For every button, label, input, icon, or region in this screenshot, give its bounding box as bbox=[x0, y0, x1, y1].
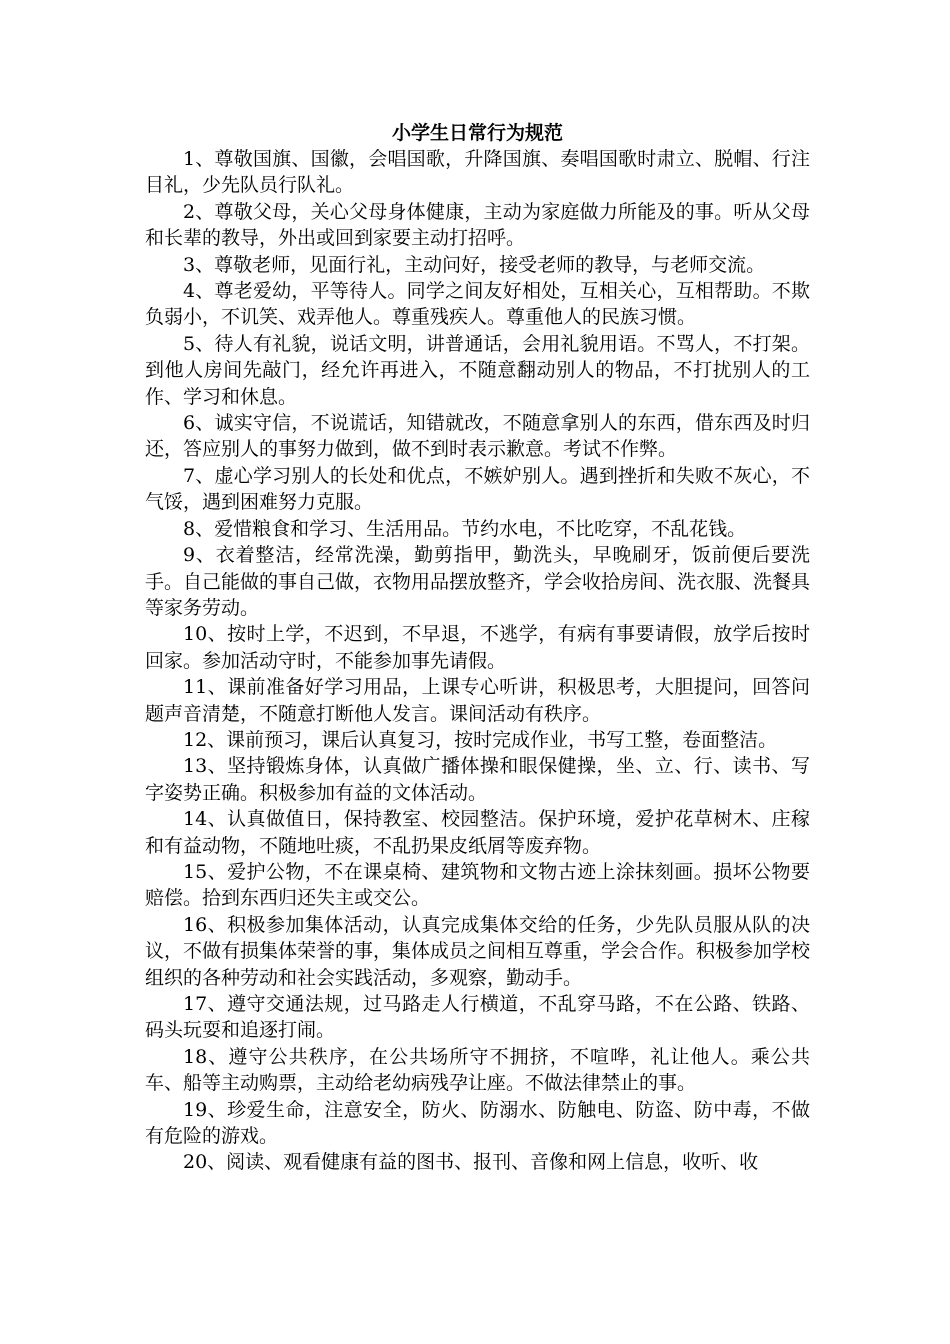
rule-paragraph-8: 8、爱惜粮食和学习、生活用品。节约水电，不比吃穿，不乱花钱。 bbox=[183, 517, 747, 540]
rule-paragraph-18: 18、遵守公共秩序，在公共场所守不拥挤，不喧哗，礼让他人。乘公共车、船等主动购票，主动给老幼病残孕让座。不做法律禁止的事。 bbox=[145, 1045, 810, 1095]
rule-paragraph-11: 11、课前准备好学习用品，上课专心听讲，积极思考，大胆提问，回答问题声音清楚，不随意打断他人发言。课间活动有秩序。 bbox=[145, 676, 810, 725]
rule-paragraph-4: 4、尊老爱幼，平等待人。同学之间友好相处，互相关心，互相帮助。不欺负弱小，不讥笑、戏弄他人。尊重残疾人。尊重他人的民族习惯。 bbox=[145, 280, 810, 329]
rule-paragraph-16: 16、积极参加集体活动，认真完成集体交给的任务，少先队员服从队的决议，不做有损集体荣誉的事，集体成员之间相互尊重，学会合作。积极参加学校组织的各种劳动和社会实践活动，多观察，勤动手。 bbox=[145, 913, 811, 989]
rule-paragraph-10: 10、按时上学，不迟到，不早退，不逃学，有病有事要请假，放学后按时回家。参加活动守时，不能参加事先请假。 bbox=[145, 623, 810, 672]
rule-paragraph-2: 2、尊敬父母，关心父母身体健康，主动为家庭做力所能及的事。听从父母和长辈的教导，外出或回到家要主动打招呼。 bbox=[145, 200, 810, 250]
rule-paragraph-1: 1、尊敬国旗、国徽，会唱国歌，升降国旗、奏唱国歌时肃立、脱帽、行注目礼，少先队员行队礼。 bbox=[145, 148, 810, 197]
rule-paragraph-19: 19、珍爱生命，注意安全，防火、防溺水、防触电、防盗、防中毒，不做有危险的游戏。 bbox=[145, 1098, 810, 1148]
rule-paragraph-20: 20、阅读、观看健康有益的图书、报刊、音像和网上信息，收听、收 bbox=[183, 1151, 759, 1174]
rule-paragraph-17: 17、遵守交通法规，过马路走人行横道，不乱穿马路，不在公路、铁路、码头玩耍和追逐打闹。 bbox=[145, 993, 810, 1042]
rule-paragraph-7: 7、虚心学习别人的长处和优点，不嫉妒别人。遇到挫折和失败不灰心，不气馁，遇到困难努力克服。 bbox=[145, 464, 810, 514]
rule-paragraph-12: 12、课前预习，课后认真复习，按时完成作业，书写工整，卷面整洁。 bbox=[183, 728, 778, 751]
rule-paragraph-15: 15、爱护公物，不在课桌椅、建筑物和文物古迹上涂抹刻画。损坏公物要赔偿。拾到东西归还失主或交公。 bbox=[145, 860, 810, 910]
rule-paragraph-5: 5、待人有礼貌，说话文明，讲普通话，会用礼貌用语。不骂人，不打架。到他人房间先敲门，经允许再进入，不随意翻动别人的物品，不打扰别人的工作、学习和休息。 bbox=[145, 332, 810, 408]
rule-paragraph-9: 9、衣着整洁，经常洗澡，勤剪指甲，勤洗头，早晚刷牙，饭前便后要洗手。自己能做的事自己做，衣物用品摆放整齐，学会收拾房间、洗衣服、洗餐具等家务劳动。 bbox=[145, 544, 811, 619]
document-title: 小学生日常行为规范 bbox=[391, 122, 563, 144]
rule-paragraph-13: 13、坚持锻炼身体，认真做广播体操和眼保健操，坐、立、行、读书、写字姿势正确。积极参加有益的文体活动。 bbox=[145, 755, 810, 804]
rule-paragraph-14: 14、认真做值日，保持教室、校园整洁。保护环境，爱护花草树木、庄稼和有益动物，不随地吐痰，不乱扔果皮纸屑等废弃物。 bbox=[145, 808, 810, 857]
rule-paragraph-6: 6、诚实守信，不说谎话，知错就改，不随意拿别人的东西，借东西及时归还，答应别人的事努力做到，做不到时表示歉意。考试不作弊。 bbox=[145, 412, 810, 461]
document-body bbox=[145, 120, 810, 1176]
rule-paragraph-3: 3、尊敬老师，见面行礼，主动问好，接受老师的教导，与老师交流。 bbox=[183, 253, 766, 276]
